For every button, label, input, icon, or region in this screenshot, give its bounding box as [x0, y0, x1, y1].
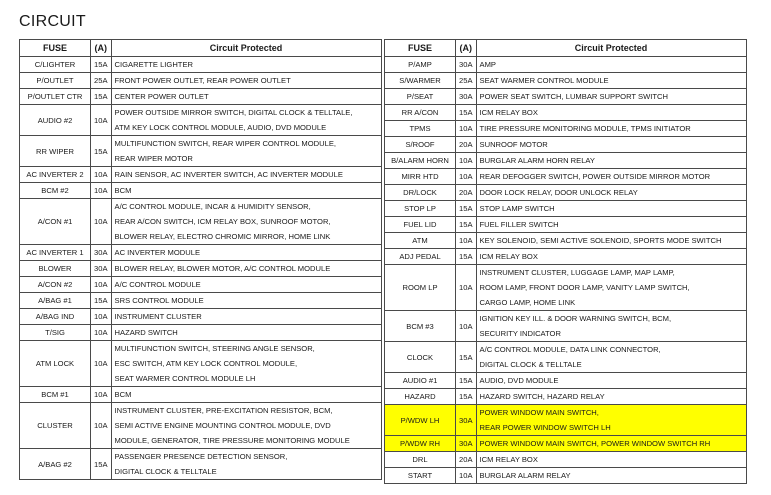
circuit-description-line: INSTRUMENT CLUSTER, PRE-EXCITATION RESISTOR, BCM, — [114, 406, 333, 415]
amperage-cell: 15A — [456, 373, 477, 389]
fuse-name-cell: HAZARD — [385, 389, 456, 405]
table-row — [385, 105, 747, 121]
circuit-description-cell — [476, 57, 746, 73]
circuit-description-cell — [476, 137, 746, 153]
circuit-description-line: POWER SEAT SWITCH, LUMBAR SUPPORT SWITCH — [479, 92, 668, 101]
fuse-name-cell: ATM — [385, 233, 456, 249]
fuse-name-cell: MIRR HTD — [385, 169, 456, 185]
amperage-cell: 20A — [456, 185, 477, 201]
amperage-cell: 10A — [91, 403, 112, 449]
amperage-cell: 10A — [91, 387, 112, 403]
amperage-cell: 10A — [91, 277, 112, 293]
amperage-cell: 10A — [456, 169, 477, 185]
circuit-description-line: ROOM LAMP, FRONT DOOR LAMP, VANITY LAMP SWITCH, — [479, 283, 690, 292]
circuit-description-cell — [111, 277, 381, 293]
amperage-cell: 15A — [91, 136, 112, 167]
fuse-name-cell: ATM LOCK — [20, 341, 91, 387]
circuit-description-cell — [111, 136, 381, 167]
amperage-cell: 10A — [91, 183, 112, 199]
circuit-description-line: AC INVERTER MODULE — [114, 248, 201, 257]
fuse-name-cell: P/WDW LH — [385, 405, 456, 436]
fuse-name-cell: P/SEAT — [385, 89, 456, 105]
table-row — [385, 249, 747, 265]
fuse-name-cell: S/ROOF — [385, 137, 456, 153]
circuit-description-cell — [111, 325, 381, 341]
amperage-cell: 10A — [456, 468, 477, 484]
amperage-cell: 20A — [456, 137, 477, 153]
circuit-description-line: AMP — [479, 60, 496, 69]
right-table-body — [385, 57, 747, 484]
circuit-description-line: ICM RELAY BOX — [479, 252, 538, 261]
table-row — [385, 153, 747, 169]
circuit-description-cell — [476, 342, 746, 373]
amperage-cell: 15A — [456, 389, 477, 405]
amperage-cell: 30A — [91, 245, 112, 261]
fuse-name-cell: DR/LOCK — [385, 185, 456, 201]
circuit-description-line: FRONT POWER OUTLET, REAR POWER OUTLET — [114, 76, 291, 85]
circuit-description-line: SUNROOF MOTOR — [479, 140, 548, 149]
table-row — [385, 137, 747, 153]
circuit-description-cell — [476, 436, 746, 452]
circuit-description-cell — [476, 405, 746, 436]
amperage-cell: 15A — [456, 105, 477, 121]
circuit-description-line: SRS CONTROL MODULE — [114, 296, 204, 305]
amperage-cell: 10A — [456, 121, 477, 137]
table-row — [20, 73, 382, 89]
fuse-name-cell: BCM #1 — [20, 387, 91, 403]
table-row — [20, 403, 382, 449]
fuse-name-cell: A/CON #1 — [20, 199, 91, 245]
table-row — [385, 468, 747, 484]
fuse-name-cell: P/OUTLET CTR — [20, 89, 91, 105]
circuit-description-cell — [111, 403, 381, 449]
amp-header: (A) — [91, 40, 112, 57]
circuit-header: Circuit Protected — [111, 40, 381, 57]
table-row — [385, 452, 747, 468]
amperage-cell: 10A — [91, 309, 112, 325]
circuit-description-cell — [476, 73, 746, 89]
circuit-description-line: CARGO LAMP, HOME LINK — [479, 298, 576, 307]
circuit-description-cell — [476, 311, 746, 342]
fuse-name-cell: AC INVERTER 1 — [20, 245, 91, 261]
table-row — [385, 311, 747, 342]
fuse-table-left — [19, 39, 382, 480]
fuse-name-cell: CLOCK — [385, 342, 456, 373]
circuit-description-cell — [111, 245, 381, 261]
circuit-description-cell — [111, 261, 381, 277]
fuse-name-cell: STOP LP — [385, 201, 456, 217]
amperage-cell: 30A — [456, 405, 477, 436]
circuit-description-line: HAZARD SWITCH — [114, 328, 178, 337]
fuse-name-cell: AC INVERTER 2 — [20, 167, 91, 183]
circuit-description-line: REAR POWER WINDOW SWITCH LH — [479, 423, 611, 432]
circuit-description-line: SEMI ACTIVE ENGINE MOUNTING CONTROL MODULE, DVD — [114, 421, 331, 430]
fuse-name-cell: P/AMP — [385, 57, 456, 73]
fuse-name-cell: CLUSTER — [20, 403, 91, 449]
amperage-cell: 25A — [91, 73, 112, 89]
circuit-description-cell — [111, 57, 381, 73]
fuse-name-cell: AUDIO #1 — [385, 373, 456, 389]
fuse-name-cell: RR A/CON — [385, 105, 456, 121]
table-row — [385, 373, 747, 389]
circuit-description-line: BCM — [114, 390, 132, 399]
circuit-description-cell — [111, 387, 381, 403]
table-row — [20, 387, 382, 403]
amperage-cell: 15A — [91, 449, 112, 480]
circuit-description-cell — [476, 468, 746, 484]
circuit-description-line: IGNITION KEY ILL. & DOOR WARNING SWITCH, BCM, — [479, 314, 672, 323]
circuit-description-line: SEAT WARMER CONTROL MODULE — [479, 76, 609, 85]
circuit-description-cell — [476, 452, 746, 468]
table-row — [385, 57, 747, 73]
fuse-name-cell: BLOWER — [20, 261, 91, 277]
amperage-cell: 30A — [91, 261, 112, 277]
amperage-cell: 15A — [456, 201, 477, 217]
circuit-description-line: PASSENGER PRESENCE DETECTION SENSOR, — [114, 452, 288, 461]
circuit-description-line: POWER WINDOW MAIN SWITCH, — [479, 408, 599, 417]
circuit-description-cell — [476, 105, 746, 121]
circuit-description-line: SECURITY INDICATOR — [479, 329, 561, 338]
fuse-name-cell: A/BAG IND — [20, 309, 91, 325]
circuit-description-line: REAR DEFOGGER SWITCH, POWER OUTSIDE MIRROR MOTOR — [479, 172, 711, 181]
table-row — [385, 73, 747, 89]
circuit-description-line: ESC SWITCH, ATM KEY LOCK CONTROL MODULE, — [114, 359, 298, 368]
fuse-name-cell: P/WDW RH — [385, 436, 456, 452]
amperage-cell: 10A — [91, 199, 112, 245]
fuse-table-right — [384, 39, 747, 484]
table-row — [385, 233, 747, 249]
fuse-name-cell: TPMS — [385, 121, 456, 137]
table-row — [20, 293, 382, 309]
fuse-name-cell: A/CON #2 — [20, 277, 91, 293]
fuse-header: FUSE — [20, 40, 91, 57]
circuit-description-line: CENTER POWER OUTLET — [114, 92, 209, 101]
circuit-description-line: MODULE, GENERATOR, TIRE PRESSURE MONITORING MODULE — [114, 436, 350, 445]
circuit-description-line: INSTRUMENT CLUSTER, LUGGAGE LAMP, MAP LAMP, — [479, 268, 675, 277]
table-row — [20, 167, 382, 183]
circuit-description-line: KEY SOLENOID, SEMI ACTIVE SOLENOID, SPORTS MODE SWITCH — [479, 236, 722, 245]
circuit-description-line: TIRE PRESSURE MONITORING MODULE, TPMS INITIATOR — [479, 124, 691, 133]
amperage-cell: 10A — [456, 311, 477, 342]
table-row — [20, 261, 382, 277]
circuit-description-cell — [111, 183, 381, 199]
table-row — [385, 201, 747, 217]
circuit-description-cell — [111, 309, 381, 325]
circuit-description-line: RAIN SENSOR, AC INVERTER SWITCH, AC INVERTER MODULE — [114, 170, 343, 179]
circuit-description-line: DIGITAL CLOCK & TELLTALE — [114, 467, 217, 476]
circuit-description-cell — [476, 121, 746, 137]
circuit-description-line: AUDIO, DVD MODULE — [479, 376, 559, 385]
circuit-description-line: BCM — [114, 186, 132, 195]
table-row — [20, 341, 382, 387]
circuit-description-cell — [111, 449, 381, 480]
circuit-description-line: REAR WIPER MOTOR — [114, 154, 193, 163]
circuit-description-line: FUEL FILLER SWITCH — [479, 220, 559, 229]
fuse-name-cell: AUDIO #2 — [20, 105, 91, 136]
fuse-name-cell: A/BAG #1 — [20, 293, 91, 309]
circuit-description-cell — [476, 373, 746, 389]
fuse-header: FUSE — [385, 40, 456, 57]
circuit-description-cell — [111, 341, 381, 387]
table-row — [385, 265, 747, 311]
table-row — [385, 436, 747, 452]
amperage-cell: 15A — [91, 293, 112, 309]
circuit-description-cell — [476, 89, 746, 105]
circuit-description-cell — [111, 89, 381, 105]
amperage-cell: 30A — [456, 57, 477, 73]
page-title: CIRCUIT — [19, 13, 86, 30]
circuit-description-line: POWER WINDOW MAIN SWITCH, POWER WINDOW SWITCH RH — [479, 439, 711, 448]
circuit-description-line: BLOWER RELAY, BLOWER MOTOR, A/C CONTROL MODULE — [114, 264, 331, 273]
fuse-name-cell: P/OUTLET — [20, 73, 91, 89]
table-row — [20, 277, 382, 293]
amperage-cell: 25A — [456, 73, 477, 89]
fuse-name-cell: ADJ PEDAL — [385, 249, 456, 265]
circuit-description-cell — [476, 265, 746, 311]
circuit-description-line: POWER OUTSIDE MIRROR SWITCH, DIGITAL CLOCK & TELLTALE, — [114, 108, 353, 117]
fuse-name-cell: BCM #2 — [20, 183, 91, 199]
circuit-description-cell — [111, 167, 381, 183]
table-row — [20, 105, 382, 136]
amperage-cell: 10A — [91, 105, 112, 136]
table-row — [385, 389, 747, 405]
circuit-description-line: BURGLAR ALARM RELAY — [479, 471, 571, 480]
circuit-description-line: A/C CONTROL MODULE — [114, 280, 201, 289]
circuit-description-cell — [476, 233, 746, 249]
table-row — [20, 449, 382, 480]
amperage-cell: 15A — [456, 249, 477, 265]
circuit-description-line: HAZARD SWITCH, HAZARD RELAY — [479, 392, 605, 401]
table-row — [20, 183, 382, 199]
table-row — [20, 136, 382, 167]
circuit-description-cell — [476, 389, 746, 405]
circuit-description-line: INSTRUMENT CLUSTER — [114, 312, 202, 321]
circuit-description-line: SEAT WARMER CONTROL MODULE LH — [114, 374, 256, 383]
table-row — [385, 185, 747, 201]
circuit-description-line: A/C CONTROL MODULE, DATA LINK CONNECTOR, — [479, 345, 661, 354]
amperage-cell: 10A — [456, 233, 477, 249]
circuit-description-line: BURGLAR ALARM HORN RELAY — [479, 156, 595, 165]
circuit-description-line: ICM RELAY BOX — [479, 108, 538, 117]
amperage-cell: 10A — [91, 341, 112, 387]
circuit-description-cell — [476, 201, 746, 217]
amperage-cell: 30A — [456, 436, 477, 452]
circuit-description-line: CIGARETTE LIGHTER — [114, 60, 193, 69]
amperage-cell: 15A — [456, 217, 477, 233]
circuit-description-line: STOP LAMP SWITCH — [479, 204, 555, 213]
table-row — [20, 57, 382, 73]
fuse-name-cell: FUEL LID — [385, 217, 456, 233]
fuse-name-cell: ROOM LP — [385, 265, 456, 311]
circuit-description-line: DOOR LOCK RELAY, DOOR UNLOCK RELAY — [479, 188, 638, 197]
table-header-row — [20, 40, 382, 57]
circuit-description-line: ICM RELAY BOX — [479, 455, 538, 464]
fuse-name-cell: B/ALARM HORN — [385, 153, 456, 169]
fuse-name-cell: C/LIGHTER — [20, 57, 91, 73]
circuit-description-line: BLOWER RELAY, ELECTRO CHROMIC MIRROR, HOME LINK — [114, 232, 331, 241]
circuit-description-line: A/C CONTROL MODULE, INCAR & HUMIDITY SENSOR, — [114, 202, 311, 211]
table-row — [385, 169, 747, 185]
fuse-name-cell: T/SIG — [20, 325, 91, 341]
circuit-description-line: DIGITAL CLOCK & TELLTALE — [479, 360, 582, 369]
circuit-description-cell — [476, 249, 746, 265]
table-header-row — [385, 40, 747, 57]
circuit-header: Circuit Protected — [476, 40, 746, 57]
circuit-description-line: ATM KEY LOCK CONTROL MODULE, AUDIO, DVD MODULE — [114, 123, 327, 132]
circuit-description-line: MULTIFUNCTION SWITCH, REAR WIPER CONTROL MODULE, — [114, 139, 337, 148]
circuit-description-cell — [111, 73, 381, 89]
fuse-name-cell: S/WARMER — [385, 73, 456, 89]
table-row — [20, 199, 382, 245]
amperage-cell: 10A — [91, 325, 112, 341]
table-row — [385, 342, 747, 373]
amperage-cell: 10A — [456, 265, 477, 311]
table-row — [20, 89, 382, 105]
circuit-description-cell — [476, 217, 746, 233]
fuse-name-cell: RR WIPER — [20, 136, 91, 167]
amperage-cell: 30A — [456, 89, 477, 105]
amperage-cell: 15A — [91, 57, 112, 73]
fuse-name-cell: DRL — [385, 452, 456, 468]
circuit-description-cell — [111, 105, 381, 136]
table-row — [20, 309, 382, 325]
fuse-name-cell: START — [385, 468, 456, 484]
circuit-description-cell — [476, 185, 746, 201]
table-row — [385, 89, 747, 105]
amperage-cell: 15A — [91, 89, 112, 105]
table-row — [20, 325, 382, 341]
amperage-cell: 10A — [91, 167, 112, 183]
circuit-description-cell — [476, 153, 746, 169]
circuit-description-cell — [111, 199, 381, 245]
amp-header: (A) — [456, 40, 477, 57]
table-row — [385, 121, 747, 137]
circuit-description-line: REAR A/CON SWITCH, ICM RELAY BOX, SUNROOF MOTOR, — [114, 217, 331, 226]
fuse-name-cell: BCM #3 — [385, 311, 456, 342]
circuit-description-line: MULTIFUNCTION SWITCH, STEERING ANGLE SENSOR, — [114, 344, 315, 353]
amperage-cell: 20A — [456, 452, 477, 468]
amperage-cell: 15A — [456, 342, 477, 373]
table-row — [385, 405, 747, 436]
table-row — [385, 217, 747, 233]
circuit-description-cell — [111, 293, 381, 309]
circuit-description-cell — [476, 169, 746, 185]
table-row — [20, 245, 382, 261]
fuse-name-cell: A/BAG #2 — [20, 449, 91, 480]
amperage-cell: 10A — [456, 153, 477, 169]
left-table-body — [20, 57, 382, 480]
